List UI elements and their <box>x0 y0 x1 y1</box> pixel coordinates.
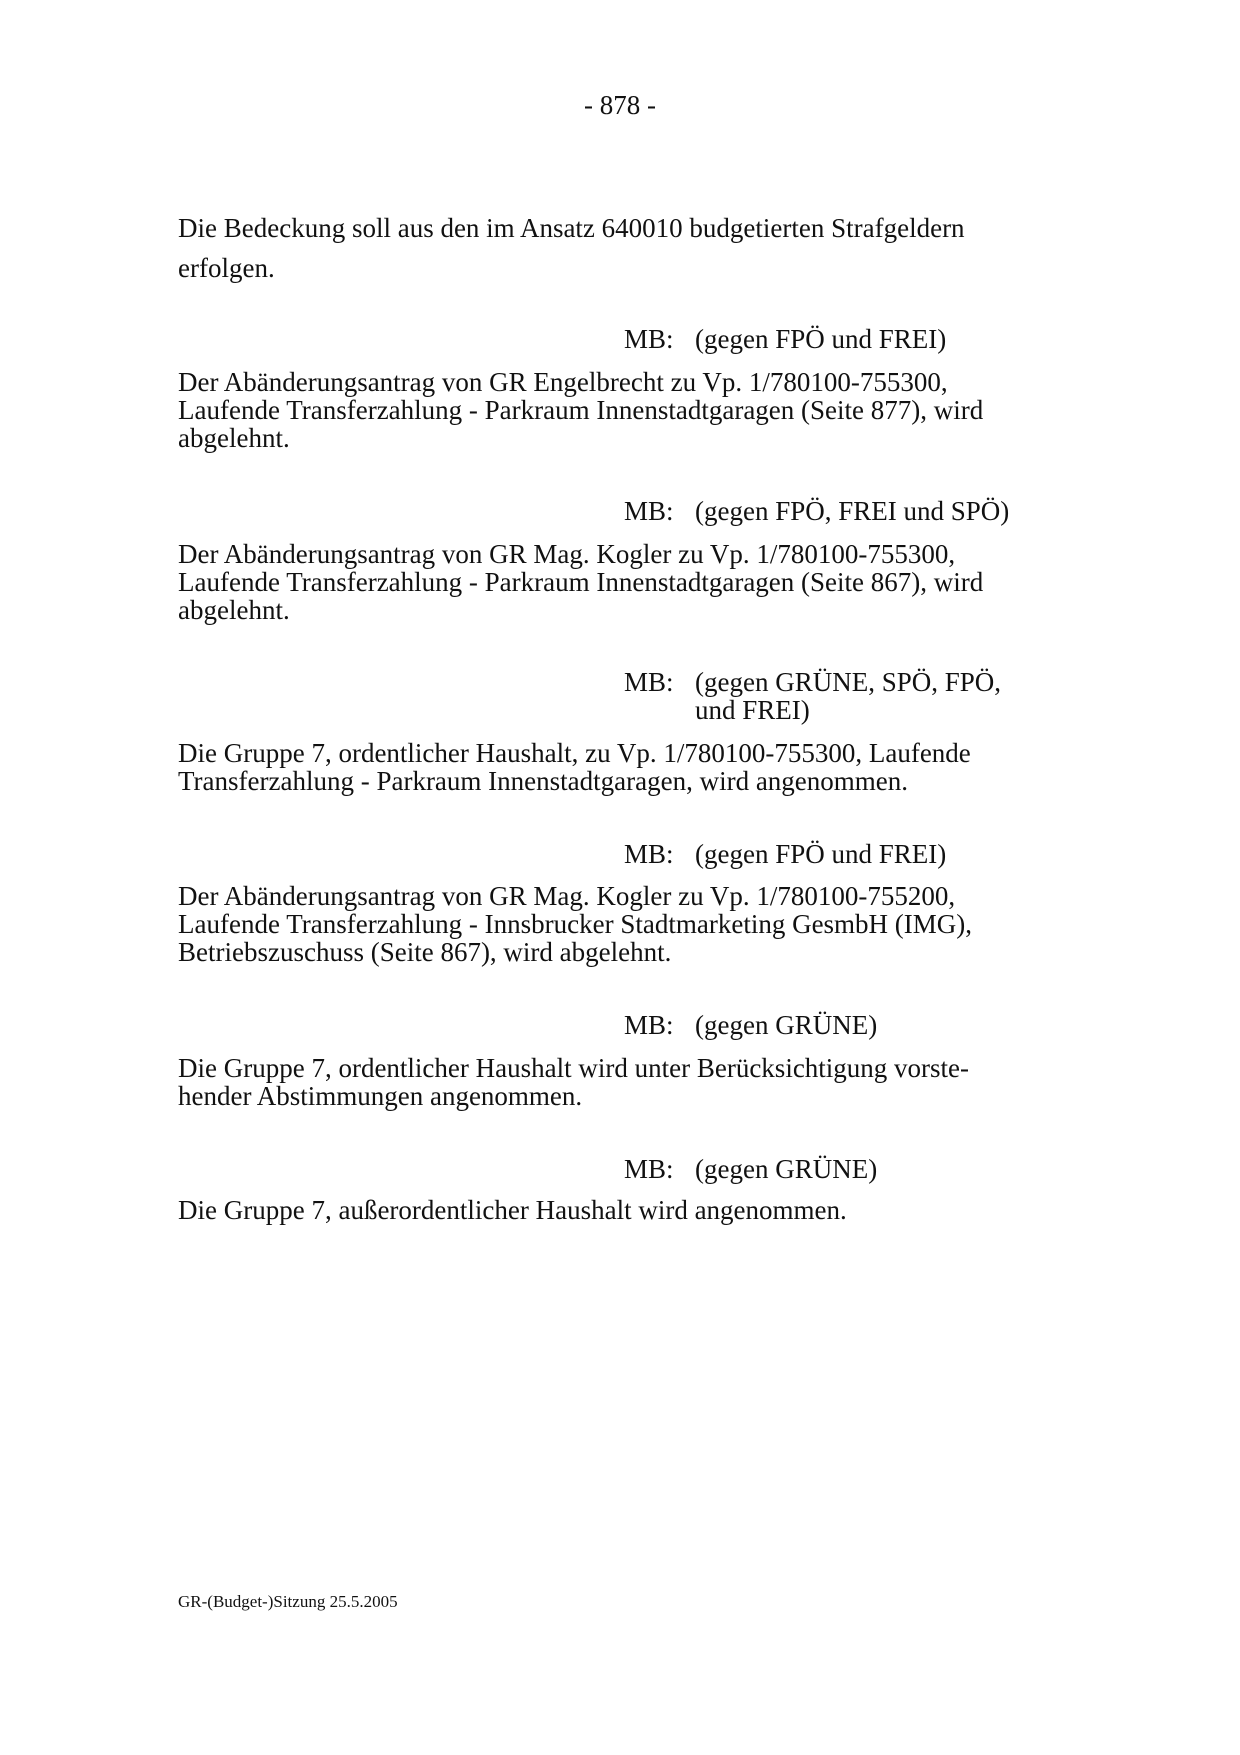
vote-party-line: (gegen FPÖ und FREI) <box>695 324 947 354</box>
vote-parties <box>695 840 946 868</box>
vote-parties <box>695 1155 877 1183</box>
vote-parties <box>695 325 946 353</box>
resolution-line: Betriebszuschuss (Seite 867), wird abgelehnt. <box>178 937 672 967</box>
vote-result-5 <box>624 1011 1104 1039</box>
resolution-line: Laufende Transferzahlung - Parkraum Innenstadtgaragen (Seite 867), wird <box>178 567 984 597</box>
resolution-line: abgelehnt. <box>178 423 290 453</box>
vote-party-line: (gegen FPÖ, FREI und SPÖ) <box>695 496 1010 526</box>
resolution-line: Laufende Transferzahlung - Parkraum Innenstadtgaragen (Seite 877), wird <box>178 395 984 425</box>
vote-result-4 <box>624 840 1104 868</box>
vote-party-line: (gegen FPÖ und FREI) <box>695 839 947 869</box>
page-number: - 878 - <box>584 90 656 120</box>
vote-result-6 <box>624 1155 1104 1183</box>
resolution-line: Die Gruppe 7, außerordentlicher Haushalt wird angenommen. <box>178 1195 847 1225</box>
mb-label: MB: <box>624 1154 674 1184</box>
resolution-line: Der Abänderungsantrag von GR Engelbrecht zu Vp. 1/780100-755300, <box>178 367 948 397</box>
mb-label: MB: <box>624 1010 674 1040</box>
resolution-line: hender Abstimmungen angenommen. <box>178 1081 583 1111</box>
vote-result-1 <box>624 325 1104 353</box>
mb-label: MB: <box>624 324 674 354</box>
intro-line: erfolgen. <box>178 253 275 283</box>
resolution-line: Die Gruppe 7, ordentlicher Haushalt, zu Vp. 1/780100-755300, Laufende <box>178 738 971 768</box>
vote-parties <box>695 497 1009 525</box>
vote-result-3 <box>624 668 1104 724</box>
footer-session-date: GR-(Budget-)Sitzung 25.5.2005 <box>178 1592 398 1611</box>
vote-party-line: (gegen GRÜNE) <box>695 1010 878 1040</box>
vote-result-2 <box>624 497 1104 525</box>
vote-parties <box>695 668 1001 724</box>
resolution-paragraph-5 <box>178 1054 1078 1110</box>
resolution-line: abgelehnt. <box>178 595 290 625</box>
mb-label: MB: <box>624 496 674 526</box>
mb-label: MB: <box>624 839 674 869</box>
resolution-line: Transferzahlung - Parkraum Innenstadtgaragen, wird angenommen. <box>178 766 909 796</box>
resolution-paragraph-2 <box>178 540 1078 624</box>
resolution-paragraph-3 <box>178 739 1078 795</box>
resolution-line: Die Gruppe 7, ordentlicher Haushalt wird unter Berücksichtigung vorste- <box>178 1053 970 1083</box>
vote-party-line: und FREI) <box>695 695 810 725</box>
resolution-line: Laufende Transferzahlung - Innsbrucker Stadtmarketing GesmbH (IMG), <box>178 909 973 939</box>
mb-label: MB: <box>624 667 674 697</box>
resolution-line: Der Abänderungsantrag von GR Mag. Kogler zu Vp. 1/780100-755300, <box>178 539 956 569</box>
intro-line: Die Bedeckung soll aus den im Ansatz 640010 budgetierten Strafgeldern <box>178 213 965 243</box>
resolution-paragraph-6 <box>178 1196 1078 1224</box>
resolution-paragraph-1 <box>178 368 1078 452</box>
vote-parties <box>695 1011 877 1039</box>
resolution-line: Der Abänderungsantrag von GR Mag. Kogler zu Vp. 1/780100-755200, <box>178 881 956 911</box>
vote-party-line: (gegen GRÜNE, SPÖ, FPÖ, <box>695 667 1002 697</box>
intro-paragraph <box>178 208 1078 288</box>
resolution-paragraph-4 <box>178 882 1078 966</box>
vote-party-line: (gegen GRÜNE) <box>695 1154 878 1184</box>
